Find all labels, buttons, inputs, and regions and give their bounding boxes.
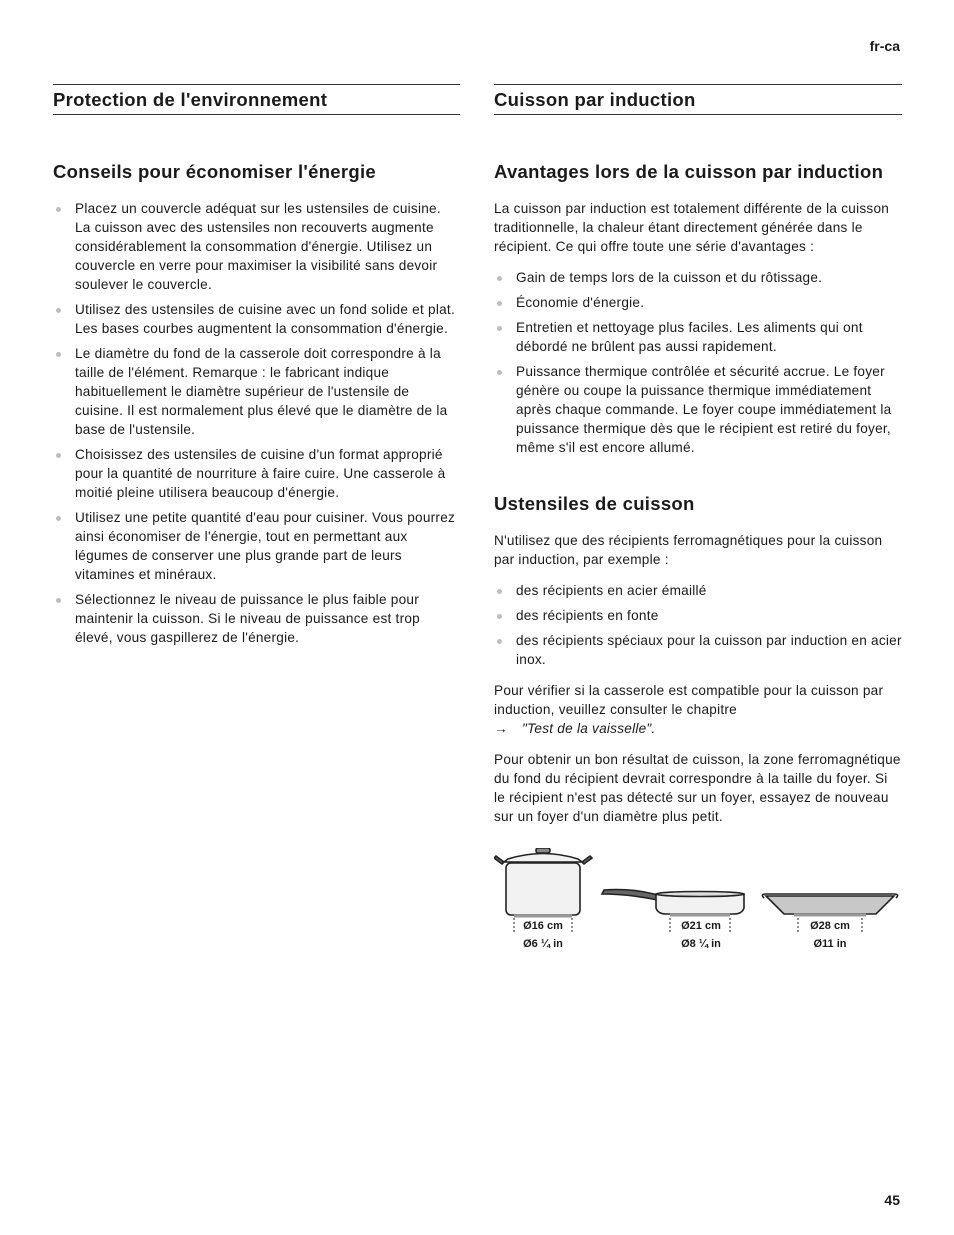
- advantages-list: [494, 268, 902, 457]
- list-item: [53, 344, 460, 439]
- advantages-heading: Avantages lors de la cuisson par induction: [494, 161, 884, 182]
- list-item-text: Économie d'énergie.: [516, 295, 645, 310]
- list-item-text: Utilisez une petite quantité d'eau pour cuisiner. Vous pourrez ainsi économiser de l'énergie, tout en permettant aux légumes de conserver une plus grande part de leurs vitamines et minéraux.: [75, 510, 456, 582]
- list-item-text: des récipients en acier émaillé: [516, 583, 707, 598]
- page-number: 45: [884, 1192, 900, 1208]
- left-column: [53, 84, 460, 659]
- list-item: [53, 590, 460, 647]
- section-title-induction: Cuisson par induction: [494, 84, 902, 115]
- list-item-text: Entretien et nettoyage plus faciles. Les aliments qui ont débordé ne brûlent pas aussi rapidement.: [516, 320, 863, 354]
- pan-diameter-cm: Ø21 cm: [681, 920, 721, 932]
- energy-tips-list: [53, 199, 460, 647]
- bullet-icon: [56, 598, 61, 603]
- cookware-intro: N'utilisez que des récipients ferromagnétiques pour la cuisson par induction, par exemple :: [494, 533, 883, 567]
- list-item: [494, 606, 902, 625]
- list-item: [494, 581, 902, 600]
- result-paragraph: Pour obtenir un bon résultat de cuisson, la zone ferromagnétique du fond du récipient devrait correspondre à la taille du foyer. Si le récipient n'est pas détecté sur un foyer, essayez de nouveau sur un foyer d'un diamètre plus petit.: [494, 752, 901, 824]
- wok-diameter-in: Ø11 in: [813, 938, 847, 950]
- list-item-text: Sélectionnez le niveau de puissance le plus faible pour maintenir la cuisson. Si le niveau de puissance est trop élevé, vous gaspillerez de l'énergie.: [75, 592, 420, 645]
- language-code: fr-ca: [869, 38, 900, 54]
- bullet-icon: [56, 516, 61, 521]
- bullet-icon: [56, 308, 61, 313]
- pot-diameter-in: Ø6 ¼ in: [523, 938, 563, 950]
- cross-reference-link[interactable]: "Test de la vaisselle".: [522, 721, 656, 736]
- list-item-text: Placez un couvercle adéquat sur les ustensiles de cuisine. La cuisson avec des ustensiles non recouverts augmente considérablement la consommation d'énergie. Utilisez un couvercle en verre pour maximiser la visibilité sans devoir soulever le couvercle.: [75, 201, 441, 292]
- bullet-icon: [56, 352, 61, 357]
- bullet-icon: [497, 370, 502, 375]
- list-item: [494, 293, 902, 312]
- bullet-icon: [497, 301, 502, 306]
- wok-diameter-cm: Ø28 cm: [810, 920, 850, 932]
- list-item: [494, 318, 902, 356]
- compatibility-check-text: Pour vérifier si la casserole est compatible pour la cuisson par induction, veuillez consulter le chapitre: [494, 683, 884, 717]
- arrow-right-icon: →: [494, 721, 508, 736]
- list-item: [53, 445, 460, 502]
- wok-icon: [762, 894, 897, 915]
- list-item-text: Choisissez des ustensiles de cuisine d'un format approprié pour la quantité de nourriture à faire cuire. Une casserole à moitié pleine utilisera beaucoup d'énergie.: [75, 447, 446, 500]
- list-item: [494, 268, 902, 287]
- bullet-icon: [497, 639, 502, 644]
- section-title-environment: Protection de l'environnement: [53, 84, 460, 115]
- compatibility-check: [494, 681, 902, 738]
- bullet-icon: [56, 453, 61, 458]
- list-item: [53, 199, 460, 294]
- list-item: [53, 300, 460, 338]
- list-item-text: Gain de temps lors de la cuisson et du rôtissage.: [516, 270, 823, 285]
- bullet-icon: [497, 276, 502, 281]
- list-item: [53, 508, 460, 584]
- list-item: [494, 362, 902, 457]
- pot-icon: [494, 848, 592, 916]
- pot-diameter-cm: Ø16 cm: [523, 920, 563, 932]
- bullet-icon: [56, 207, 61, 212]
- pan-diameter-in: Ø8 ¼ in: [681, 938, 721, 950]
- list-item-text: Puissance thermique contrôlée et sécurité accrue. Le foyer génère ou coupe la puissance thermique immédiatement après chaque commande. Le foyer coupe immédiatement la puissance thermique dès que le récipient est retiré du foyer, même s'il est encore allumé.: [516, 364, 892, 455]
- bullet-icon: [497, 614, 502, 619]
- right-column: [494, 84, 902, 958]
- list-item-text: des récipients spéciaux pour la cuisson par induction en acier inox.: [516, 633, 902, 667]
- list-item-text: Utilisez des ustensiles de cuisine avec un fond solide et plat. Les bases courbes augmentent la consommation d'énergie.: [75, 302, 455, 336]
- cookware-size-figure: [494, 848, 902, 958]
- bullet-icon: [497, 326, 502, 331]
- cookware-heading: Ustensiles de cuisson: [494, 493, 695, 514]
- list-item: [494, 631, 902, 669]
- energy-tips-heading: Conseils pour économiser l'énergie: [53, 161, 377, 182]
- list-item-text: Le diamètre du fond de la casserole doit correspondre à la taille de l'élément. Remarque : le fabricant indique habituellement le diamètre supérieur de l'ustensile de cuisine. Il est normalement plus élevé que le diamètre de la base de l'ustensile.: [75, 346, 448, 437]
- frying-pan-icon: [602, 890, 744, 916]
- advantages-intro: La cuisson par induction est totalement différente de la cuisson traditionnelle, la chaleur étant directement générée dans le récipient. Ce qui offre toute une série d'avantages :: [494, 201, 890, 254]
- cookware-list: [494, 581, 902, 669]
- bullet-icon: [497, 589, 502, 594]
- list-item-text: des récipients en fonte: [516, 608, 659, 623]
